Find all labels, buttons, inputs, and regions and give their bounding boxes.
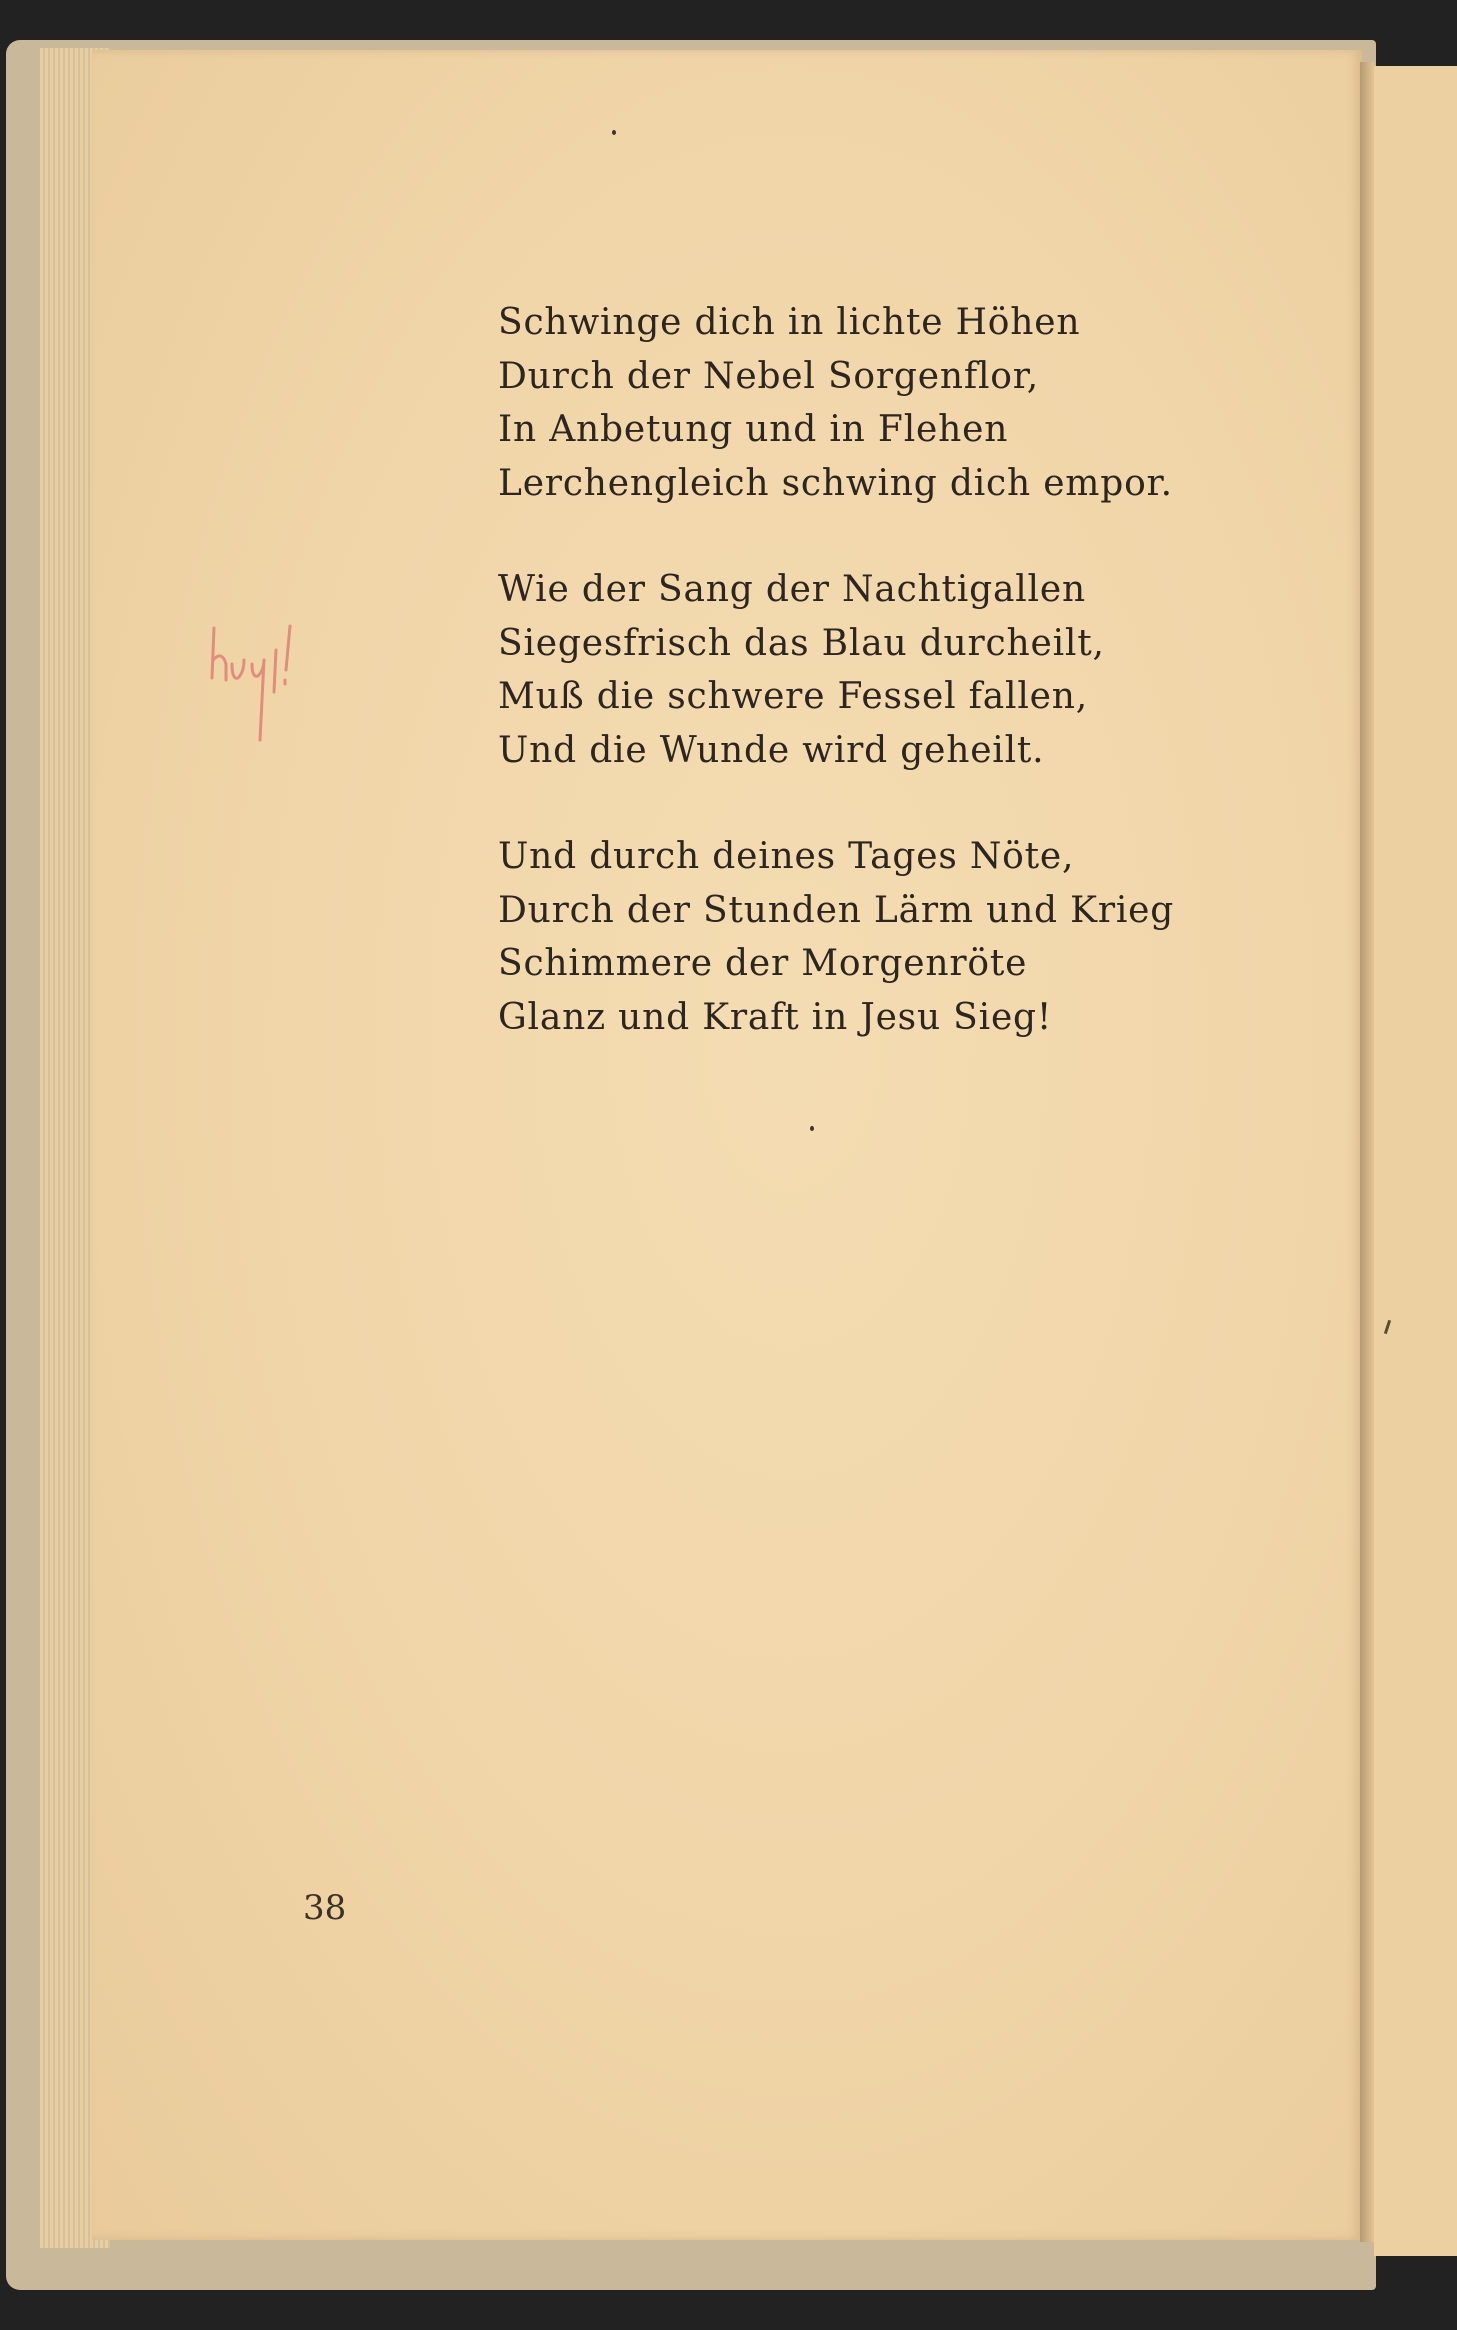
poem-line: Lerchengleich schwing dich empor. xyxy=(498,462,1173,504)
stanza xyxy=(498,830,1198,1044)
poem-text xyxy=(498,296,1198,1097)
poem-line: In Anbetung und in Flehen xyxy=(498,409,1009,450)
poem-line: Schimmere der Morgenröte xyxy=(498,943,1028,984)
paper-speck xyxy=(810,1126,814,1131)
book-gutter xyxy=(1360,62,1374,2242)
poem-line: Durch der Stunden Lärm und Krieg xyxy=(498,889,1175,931)
stanza xyxy=(498,563,1198,777)
poem-line: Und die Wunde wird geheilt. xyxy=(498,729,1045,771)
poem-line: Muß die schwere Fessel fallen, xyxy=(498,676,1089,717)
poem-line: Und durch deines Tages Nöte, xyxy=(498,836,1075,877)
facing-page-edge xyxy=(1374,66,1457,2256)
stanza xyxy=(498,296,1198,510)
poem-line: Siegesfrisch das Blau durcheilt, xyxy=(498,622,1105,664)
paper-speck xyxy=(612,130,616,135)
poem-line: Durch der Nebel Sorgenflor, xyxy=(498,355,1040,397)
poem-line: Wie der Sang der Nachtigallen xyxy=(498,569,1086,610)
poem-line: Schwinge dich in lichte Höhen xyxy=(498,302,1081,343)
poem-line: Glanz und Kraft in Jesu Sieg! xyxy=(498,996,1053,1038)
handwritten-annotation xyxy=(200,620,330,770)
page-number: 38 xyxy=(303,1888,347,1928)
